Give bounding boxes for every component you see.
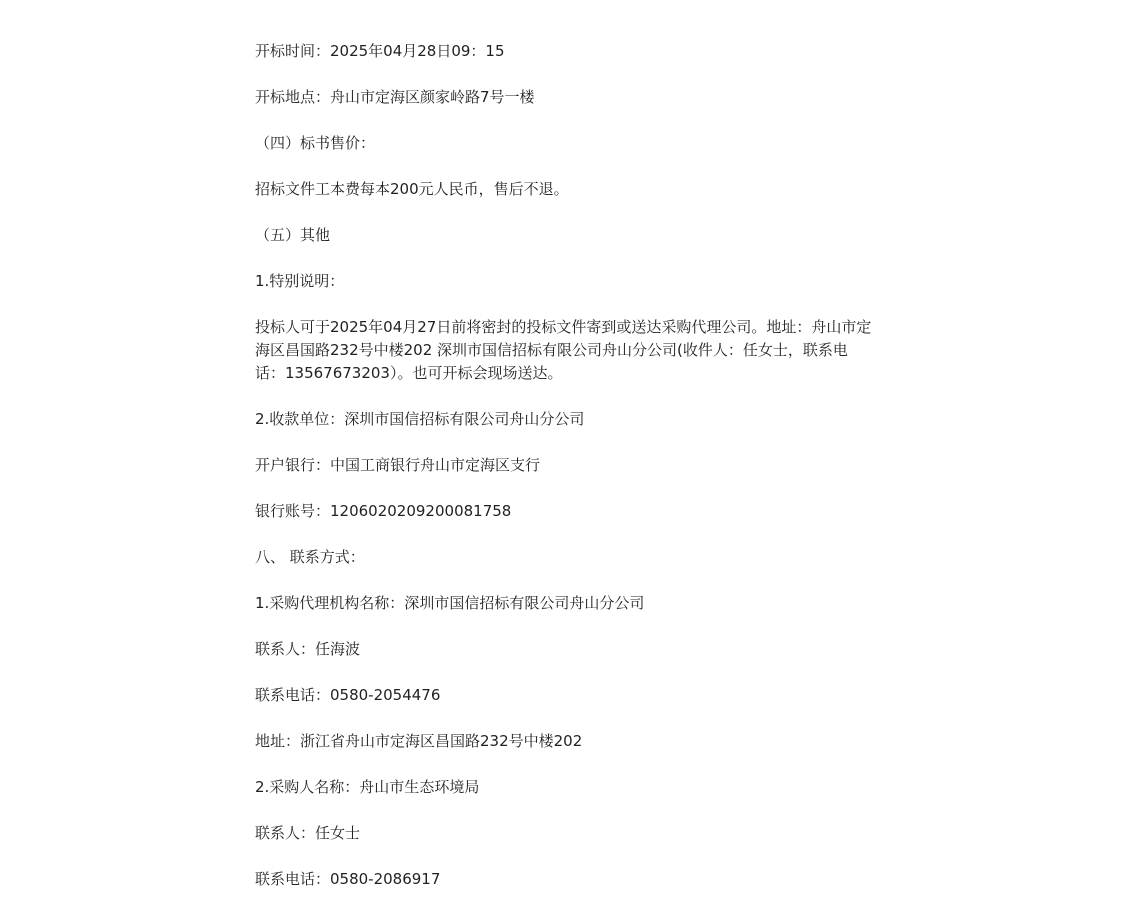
purchaser-contact-phone: 联系电话：0580-2086917	[255, 870, 441, 888]
contact-section-heading: 八、 联系方式：	[255, 548, 365, 566]
purchaser-contact-person: 联系人：任女士	[255, 824, 361, 842]
section-heading-other: （五）其他	[255, 226, 331, 244]
special-notes-heading: 1.特别说明：	[255, 272, 345, 290]
agency-name: 1.采购代理机构名称：深圳市国信招标有限公司舟山分公司	[255, 594, 645, 612]
payee-unit: 2.收款单位：深圳市国信招标有限公司舟山分公司	[255, 410, 585, 428]
bank-account: 银行账号：1206020209200081758	[255, 502, 512, 520]
bank-name: 开户银行：中国工商银行舟山市定海区支行	[255, 456, 541, 474]
document-fee: 招标文件工本费每本200元人民币，售后不退。	[255, 180, 569, 198]
agency-contact-phone: 联系电话：0580-2054476	[255, 686, 441, 704]
agency-address: 地址：浙江省舟山市定海区昌国路232号中楼202	[255, 732, 583, 750]
purchaser-name: 2.采购人名称：舟山市生态环境局	[255, 778, 480, 796]
agency-contact-person: 联系人：任海波	[255, 640, 361, 658]
section-heading-price: （四）标书售价：	[255, 134, 376, 152]
document-body	[255, 40, 875, 914]
bid-opening-time: 开标时间：2025年04月28日09：15	[255, 42, 505, 60]
special-notes-text: 投标人可于2025年04月27日前将密封的投标文件寄到或送达采购代理公司。地址：舟山市定海区昌国路232号中楼202 深圳市国信招标有限公司舟山分公司(收件人：任女士，联系电话：13567673203）。也可开标会现场送达。	[255, 318, 872, 382]
bid-opening-location: 开标地点：舟山市定海区颜家岭路7号一楼	[255, 88, 535, 106]
